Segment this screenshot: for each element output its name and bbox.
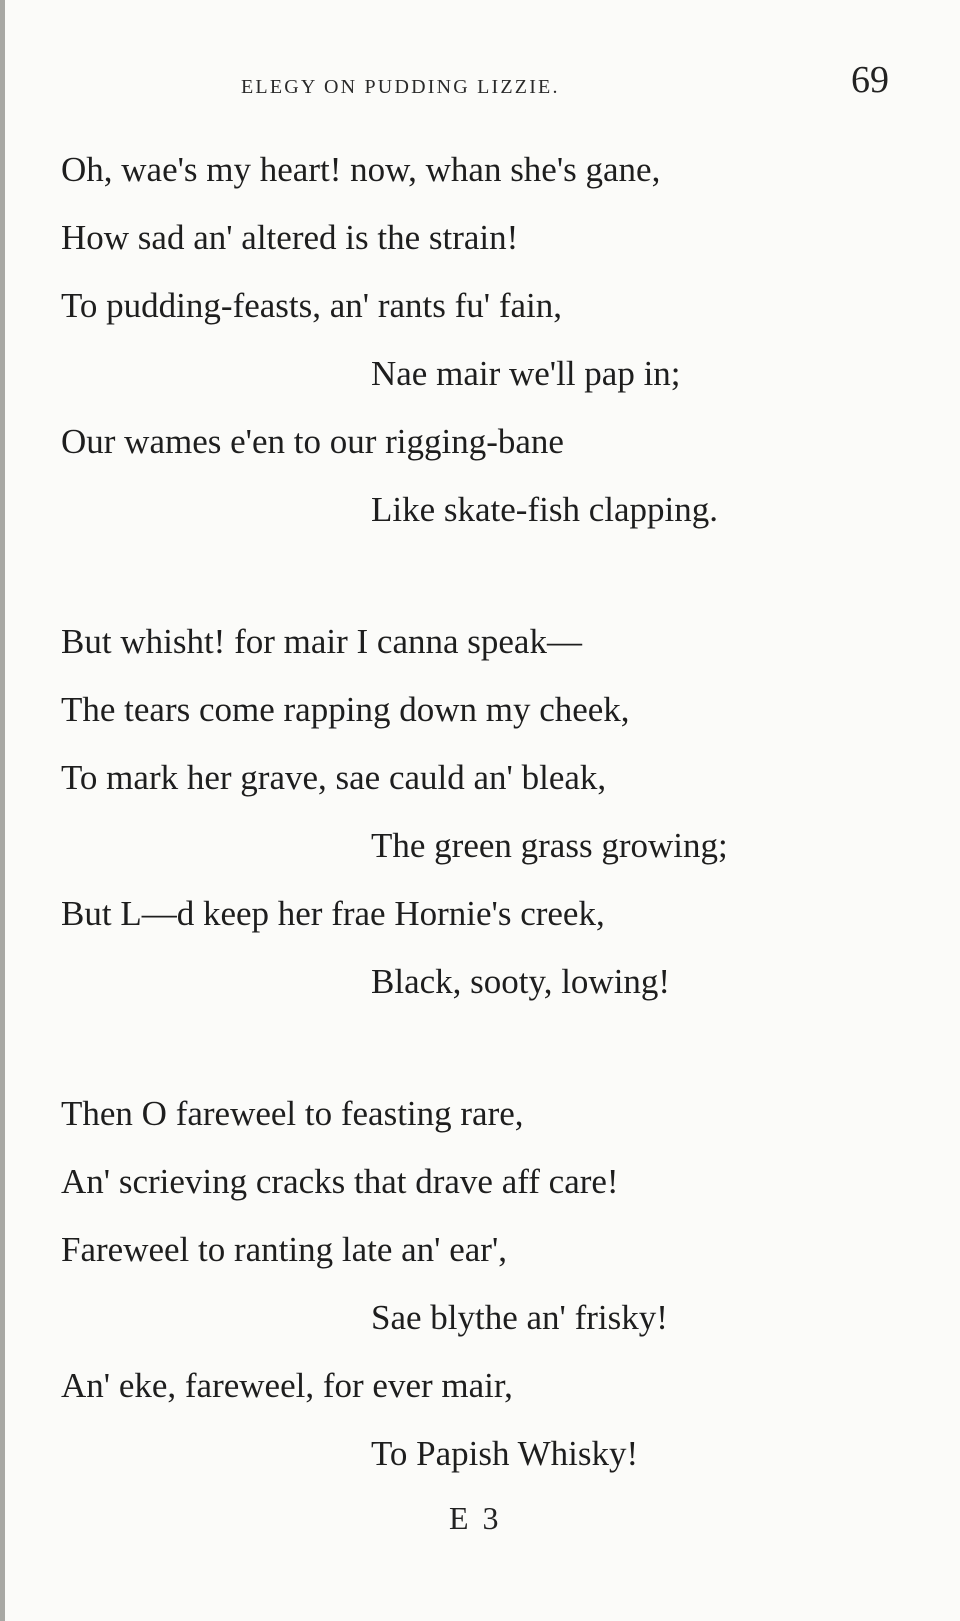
signature-mark: E 3	[449, 1500, 502, 1536]
verse-line: But L—d keep her frae Hornie's creek,	[61, 894, 605, 933]
verse-line: To pudding-feasts, an' rants fu' fain,	[61, 286, 563, 325]
verse-line-indented: Like skate-fish clapping.	[371, 490, 718, 529]
verse-line-indented: Sae blythe an' frisky!	[371, 1298, 668, 1337]
verse-line: An' scrieving cracks that drave aff care!	[61, 1162, 619, 1201]
verse-line: The tears come rapping down my cheek,	[61, 690, 630, 729]
verse-line: An' eke, fareweel, for ever mair,	[61, 1366, 513, 1405]
running-head: ELEGY ON PUDDING LIZZIE.	[241, 76, 560, 98]
verse-line-indented: Nae mair we'll pap in;	[371, 354, 681, 393]
verse-line: But whisht! for mair I canna speak—	[61, 622, 582, 661]
verse-line: How sad an' altered is the strain!	[61, 218, 519, 257]
verse-line-indented: The green grass growing;	[371, 826, 728, 865]
verse-line: To mark her grave, sae cauld an' bleak,	[61, 758, 607, 797]
verse-line-indented: To Papish Whisky!	[371, 1434, 639, 1473]
verse-line-indented: Black, sooty, lowing!	[371, 962, 671, 1001]
verse-line: Then O fareweel to feasting rare,	[61, 1094, 524, 1133]
page-number: 69	[851, 59, 889, 101]
verse-line: Fareweel to ranting late an' ear',	[61, 1230, 508, 1269]
verse-line: Oh, wae's my heart! now, whan she's gane,	[61, 150, 661, 189]
verse-line: Our wames e'en to our rigging-bane	[61, 422, 564, 461]
